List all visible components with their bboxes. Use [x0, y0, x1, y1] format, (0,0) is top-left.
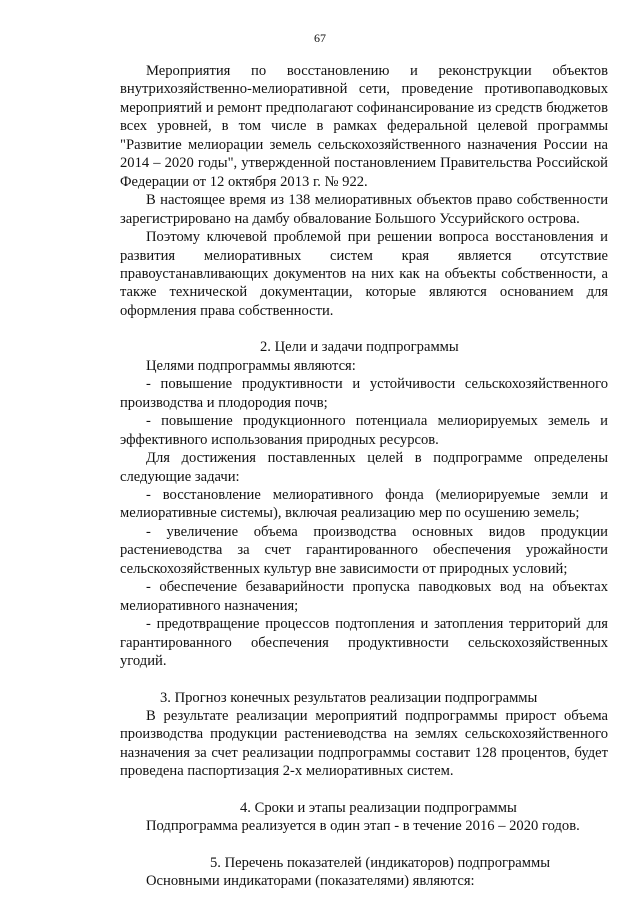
- spacer: [120, 320, 608, 338]
- page-number: 67: [314, 31, 326, 45]
- section-4-heading: 4. Сроки и этапы реализации подпрограммы: [240, 799, 517, 816]
- paragraph-cofinancing: Мероприятия по восстановлению и реконструкции объектов внутрихозяйственно-мелиоративной сети, проведение противопаводковых мероприятий и ремонт предполагают софинансирование из средств бюджетов всех уровней, в том числе в рамках федеральной целевой программы "Развитие мелиорации земель сельскохозяйственного назначения России на 2014 – 2020 годы", утвержденной постановлением Правительства Российской Федерации от 12 октября 2013 г. № 922.: [120, 63, 608, 190]
- section-5-heading: 5. Перечень показателей (индикаторов) подпрограммы: [210, 854, 551, 871]
- page-content: [120, 62, 608, 891]
- paragraph-ownership: В настоящее время из 138 мелиоративных объектов право собственности зарегистрировано на дамбу обвалование Большого Уссурийского острова.: [120, 192, 608, 227]
- section-2-paragraph: - обеспечение безаварийности пропуска паводковых вод на объектах мелиоративного назначения;: [120, 579, 608, 614]
- section-5-paragraph: Основными индикаторами (показателями) являются:: [146, 873, 475, 890]
- section-2-paragraph: - восстановление мелиоративного фонда (мелиорируемые земли и мелиоративные системы), включая реализацию мер по осушению земель;: [120, 486, 608, 522]
- section-2-paragraph: - предотвращение процессов подтопления и затопления территорий для гарантированного обеспечения продуктивности сельскохозяйственных угодий.: [120, 616, 608, 670]
- section-2-paragraph: - повышение продуктивности и устойчивости сельскохозяйственного производства и плодородия почв;: [120, 376, 608, 411]
- section-2-paragraph: - увеличение объема производства основных видов продукции растениеводства за счет гарантированного обеспечения урожайности сельскохозяйственных культур вне зависимости от природных условий;: [120, 523, 608, 577]
- section-4-paragraph: Подпрограмма реализуется в один этап - в течение 2016 – 2020 годов.: [146, 818, 580, 835]
- section-2-paragraph: - повышение продукционного потенциала мелиорируемых земель и эффективного использования природных ресурсов.: [120, 413, 608, 448]
- section-3-paragraph: В результате реализации мероприятий подпрограммы прирост объема производства продукции растениеводства на землях сельскохозяйственного назначения за счет реализации подпрограммы составит 128 процентов, будет проведена паспортизация 2-х мелиоративных систем.: [120, 707, 608, 780]
- section-2-paragraph: Целями подпрограммы являются:: [146, 357, 356, 374]
- section-3-heading: 3. Прогноз конечных результатов реализации подпрограммы: [160, 689, 538, 706]
- spacer: [120, 671, 608, 689]
- paragraph-key-problem: Поэтому ключевой проблемой при решении вопроса восстановления и развития мелиоративных систем края является отсутствие правоустанавливающих документов на них как на объекты собственности, а также технической документации, которые являются основанием для оформления права собственности.: [120, 229, 608, 319]
- section-2-paragraph: Для достижения поставленных целей в подпрограмме определены следующие задачи:: [120, 450, 608, 485]
- spacer: [120, 781, 608, 799]
- section-2-heading: 2. Цели и задачи подпрограммы: [260, 339, 459, 356]
- spacer: [120, 836, 608, 854]
